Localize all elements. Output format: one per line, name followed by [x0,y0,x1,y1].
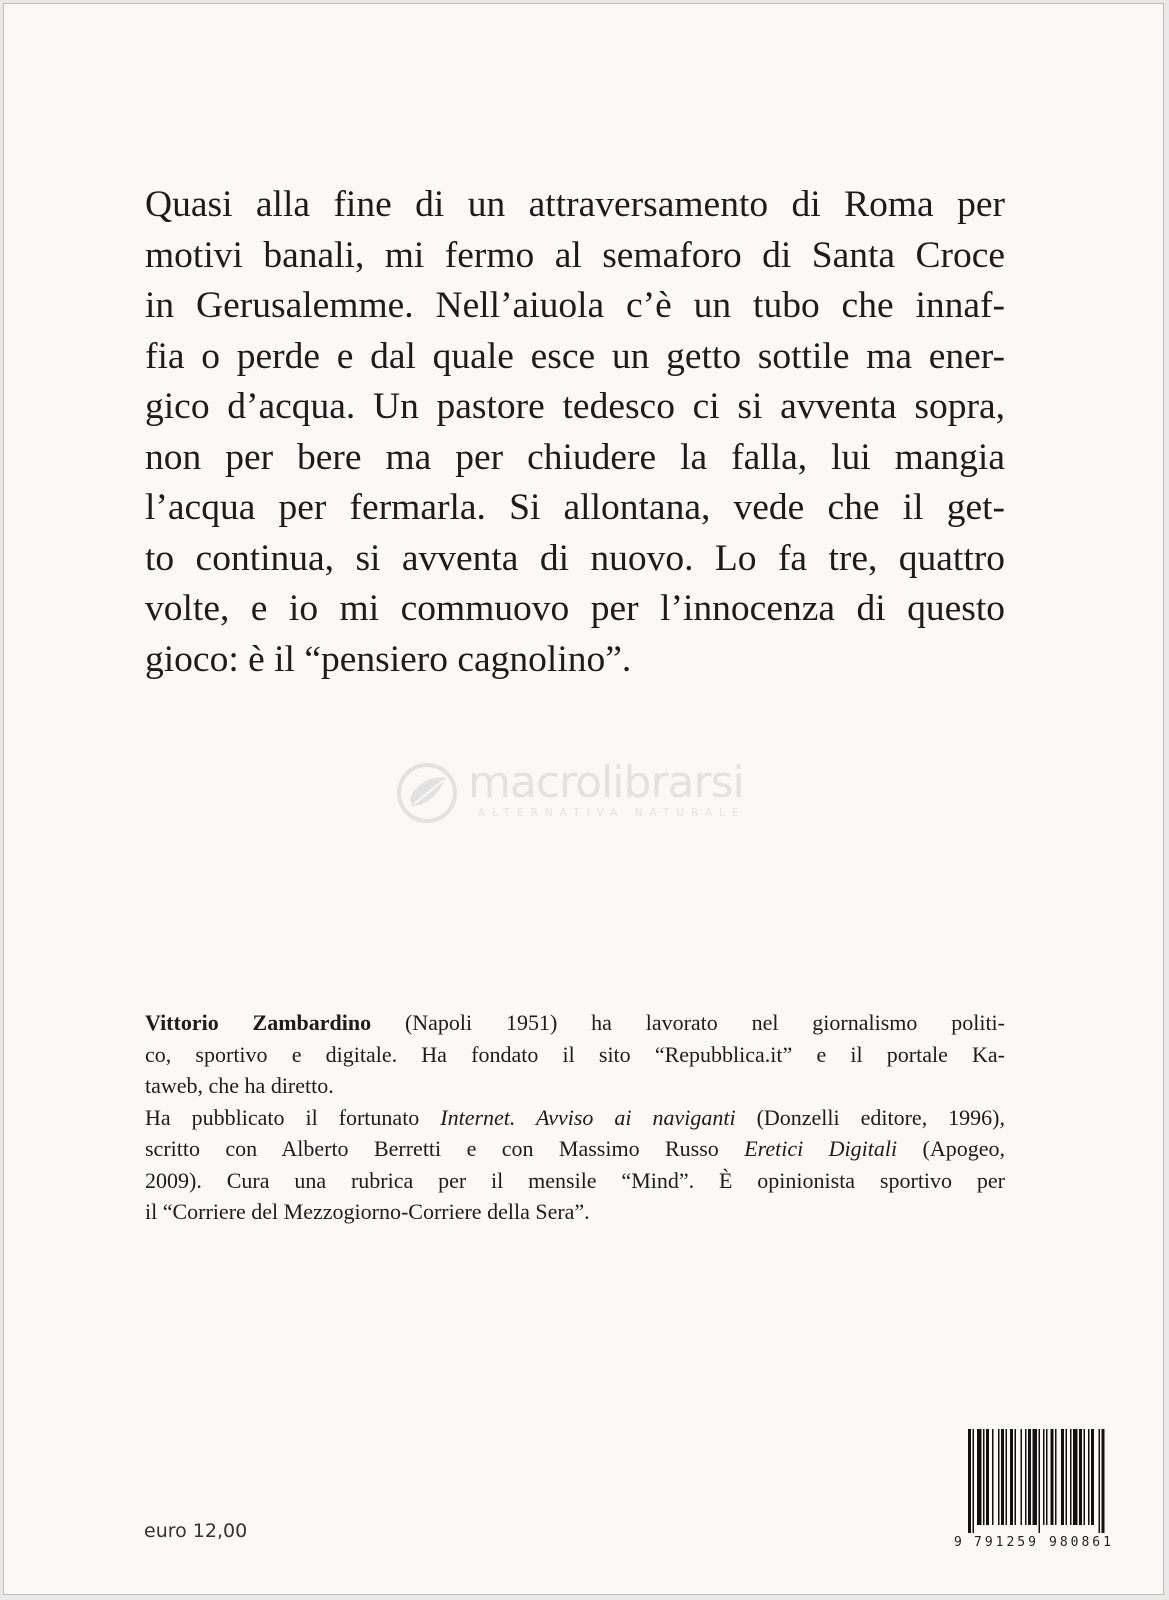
blurb-line: motivi banali, mi fermo al semaforo di Santa Croce [145,234,1005,276]
book-title: Eretici Digitali [744,1136,898,1161]
barcode-bar [1021,1429,1023,1525]
barcode-bar [1073,1429,1078,1525]
blurb-line: volte, e io mi commuovo per l’innocenza di questo [145,588,1005,629]
blurb-line: non per bere ma per chiudere la falla, lui mangia [145,436,1005,478]
barcode-digits-right: 980861 [1049,1535,1114,1550]
barcode-bar [1079,1429,1082,1525]
isbn-barcode [954,1429,1134,1549]
blurb-line: gioco: è il “pensiero cagnolino”. [145,638,632,680]
bio-line: il “Corriere del Mezzogiorno-Corriere della Sera”. [145,1199,590,1224]
barcode-bar [1006,1429,1008,1525]
barcode-bar [1025,1429,1027,1525]
barcode-digit-prefix: 9 [954,1535,962,1550]
blurb-line: in Gerusalemme. Nell’aiuola c’è un tubo che innaf- [145,285,1005,326]
leaf-logo-icon [396,762,458,824]
bio-line: taweb, che ha diretto. [145,1073,334,1098]
barcode-bar [1051,1429,1054,1525]
barcode-bar [1084,1429,1086,1525]
price-label: euro 12,00 [144,1520,248,1542]
watermark-logo [396,758,796,838]
barcode-bar [1055,1429,1057,1525]
watermark-name: macrolibrarsi [468,757,744,808]
barcode-bar [1039,1429,1041,1533]
bio-line: Vittorio Zambardino (Napoli 1951) ha lavorato nel giornalismo politi- [145,1010,1005,1035]
bio-line: scritto con Alberto Berretti e con Massimo Russo Eretici Digitali (Apogeo, [145,1136,1006,1161]
barcode-bar [977,1429,982,1525]
barcode-bar [1001,1429,1004,1525]
barcode-bar [998,1429,1000,1525]
author-bio [145,1007,1005,1228]
barcode-bar [1091,1429,1094,1525]
bio-line: Ha pubblicato il fortunato Internet. Avviso ai naviganti (Donzelli editore, 1996), [145,1104,1005,1130]
watermark-tagline: ALTERNATIVA NATURALE [478,807,746,819]
barcode-bar [1061,1429,1064,1525]
barcode-bar [1046,1429,1048,1525]
barcode-bar [1102,1429,1105,1533]
barcode-bar [973,1429,975,1533]
barcode-bar [1015,1429,1017,1525]
blurb-line: Quasi alla fine di un attraversamento di Roma per [145,184,1005,225]
barcode-bar [1088,1429,1090,1525]
blurb-text [145,180,1005,685]
barcode-bars-icon [954,1429,1134,1535]
barcode-bar [992,1429,994,1525]
barcode-digits-left: 791259 [974,1535,1039,1550]
barcode-bar [1066,1429,1068,1525]
blurb-line: gico d’acqua. Un pastore tedesco ci si avventa sopra, [145,386,1005,427]
blurb-line: to continua, si avventa di nuovo. Lo fa tre, quattro [145,537,1005,579]
blurb-line: fia o perde e dal quale esce un getto sottile ma ener- [145,335,1005,377]
book-back-cover [3,3,1164,1595]
barcode-bar [1099,1429,1101,1533]
barcode-bar [1043,1429,1045,1525]
author-name: Vittorio Zambardino [145,1010,372,1035]
bio-line: co, sportivo e digitale. Ha fondato il sito “Repubblica.it” e il portale Ka- [145,1041,1005,1067]
book-title: Internet. Avviso ai naviganti [440,1104,736,1130]
barcode-bar [1033,1429,1038,1525]
bio-line: 2009). Cura una rubrica per il mensile “Mind”. È opinionista sportivo per [145,1167,1005,1193]
barcode-bar [1028,1429,1031,1525]
blurb-line: l’acqua per fermarla. Si allontana, vede che il get- [145,487,1005,528]
barcode-bar [986,1429,989,1525]
barcode-bar [983,1429,985,1525]
barcode-bar [968,1429,971,1533]
barcode-bar [1010,1429,1013,1525]
barcode-bar [1070,1429,1072,1525]
